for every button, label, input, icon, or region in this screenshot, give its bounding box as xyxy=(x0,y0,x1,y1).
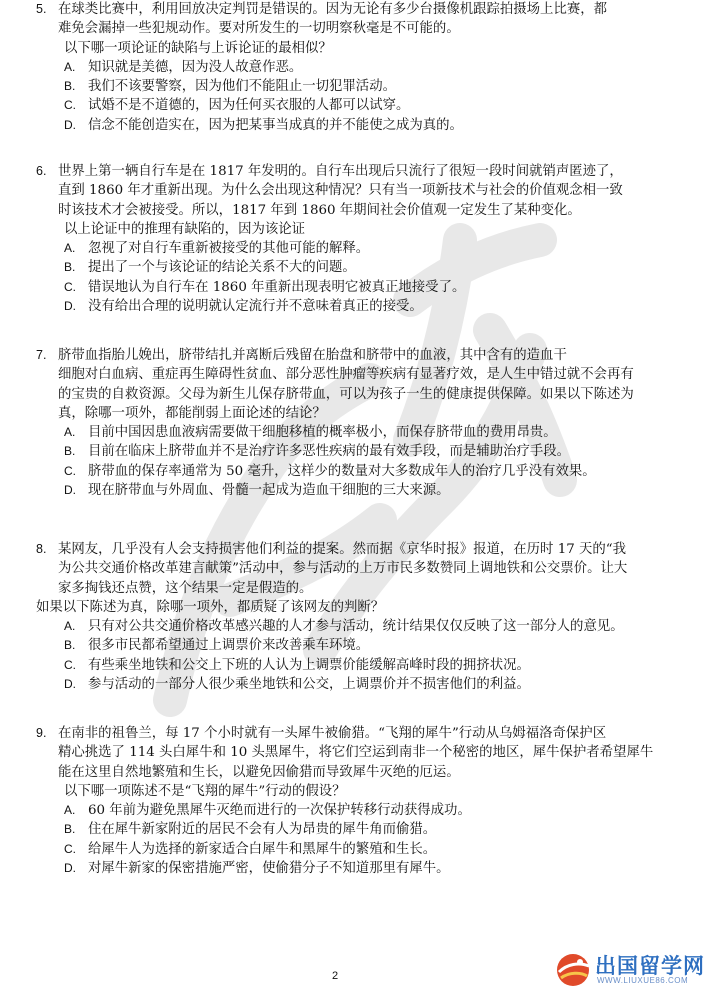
q5-line-2: 难免会漏掉一些犯规动作。要对所发生的一切明察秋毫是不可能的。 xyxy=(58,21,460,37)
logo-url: WWW.LIUXUE86.COM xyxy=(597,976,689,985)
q9-number: 9. xyxy=(36,726,47,740)
q7-line-4: 真，除哪一项外，都能削弱上面论述的结论？ xyxy=(58,405,326,421)
globe-icon xyxy=(553,950,593,990)
q7-line-3: 的宝贵的自救资源。父母为新生儿保存脐带血，可以为孩子一生的健康提供保障。如果以下陈述为 xyxy=(58,386,634,402)
q6-number: 6. xyxy=(36,164,47,178)
question-6 xyxy=(36,162,676,316)
q8-option-c[interactable]: C. 有些乘坐地铁和公交上下班的人认为上调票价能缓解高峰时段的拥挤状况。 xyxy=(64,657,530,673)
q8-line-3: 家多掏钱还点赞，这个结果一定是假造的。 xyxy=(58,580,313,596)
question-7 xyxy=(36,346,676,500)
q9-option-b[interactable]: B. 住在犀牛新家附近的居民不会有人为昂贵的犀牛角而偷猎。 xyxy=(64,822,437,838)
q8-number: 8. xyxy=(36,542,47,556)
q9-option-a[interactable]: A. 60 年前为避免黑犀牛灭绝而进行的一次保护转移行动获得成功。 xyxy=(64,803,471,819)
q6-option-b[interactable]: B. 提出了一个与该论证的结论关系不大的问题。 xyxy=(64,260,356,276)
q8-option-d[interactable]: D. 参与活动的一部分人很少乘坐地铁和公交，上调票价并不损害他们的利益。 xyxy=(64,677,530,693)
q8-prompt: 如果以下陈述为真，除哪一项外，都质疑了该网友的判断？ xyxy=(36,599,385,615)
q5-option-c[interactable]: C. 试婚不是不道德的，因为任何买衣服的人都可以试穿。 xyxy=(64,98,410,114)
q6-line-1: 6. 世界上第一辆自行车是在 1817 年发明的。自行车出现后只流行了很短一段时间就销声匿迹了， xyxy=(36,162,676,181)
q7-option-a[interactable]: A. 目前中国因患血液病需要做干细胞移植的概率极小，而保存脐带血的费用昂贵。 xyxy=(64,425,557,441)
q8-option-a[interactable]: A. 只有对公共交通价格改革感兴趣的人才参与活动，统计结果仅仅反映了这一部分人的意见。 xyxy=(64,619,624,635)
page-number: 2 xyxy=(332,970,339,982)
q9-prompt: 以下哪一项陈述不是“飞翔的犀牛”行动的假设？ xyxy=(64,783,346,799)
question-8 xyxy=(36,540,676,694)
q7-line-1: 7. 脐带血指胎儿娩出，脐带结扎并离断后残留在胎盘和脐带中的血液，其中含有的造血干 xyxy=(36,346,676,365)
q6-line-3: 时该技术才会被接受。所以，1817 年到 1860 年期间社会价值观一定发生了某种变化。 xyxy=(58,202,581,218)
q6-prompt: 以上论证中的推理有缺陷的，因为该论证 xyxy=(64,221,306,237)
q9-line-1: 9. 在南非的祖鲁兰，每 17 个小时就有一头犀牛被偷猎。“飞翔的犀牛”行动从乌姆福洛奇保护区 xyxy=(36,724,676,743)
q5-number: 5. xyxy=(36,2,47,16)
question-9 xyxy=(36,724,676,878)
q8-option-b[interactable]: B. 很多市民都希望通过上调票价来改善乘车环境。 xyxy=(64,638,370,654)
q6-option-d[interactable]: D. 没有给出合理的说明就认定流行并不意味着真正的接受。 xyxy=(64,299,423,315)
site-logo[interactable] xyxy=(553,950,705,990)
q7-option-d[interactable]: D. 现在脐带血与外周血、骨髓一起成为造血干细胞的三大来源。 xyxy=(64,483,450,499)
q5-prompt: 以下哪一项论证的缺陷与上诉论证的最相似？ xyxy=(64,40,332,56)
q7-option-b[interactable]: B. 目前在临床上脐带血并不是治疗许多恶性疾病的最有效手段，而是辅助治疗手段。 xyxy=(64,444,571,460)
q6-option-c[interactable]: C. 错误地认为自行车在 1860 年重新出现表明它被真正地接受了。 xyxy=(64,279,466,295)
q9-option-d[interactable]: D. 对犀牛新家的保密措施严密，使偷猎分子不知道那里有犀牛。 xyxy=(64,861,450,877)
q9-line-3: 能在这里自然地繁殖和生长，以避免因偷猎而导致犀牛灭绝的厄运。 xyxy=(58,764,460,780)
q5-option-b[interactable]: B. 我们不该要警察，因为他们不能阻止一切犯罪活动。 xyxy=(64,79,396,95)
q8-line-1: 8. 某网友，几乎没有人会支持损害他们利益的提案。然而据《京华时报》报道，在历时 17 天的“我 xyxy=(36,540,676,559)
q9-option-c[interactable]: C. 给犀牛人为选择的新家适合白犀牛和黑犀牛的繁殖和生长。 xyxy=(64,841,437,857)
q5-line-1: 5. 在球类比赛中，利用回放决定判罚是错误的。因为无论有多少台摄像机跟踪拍摄场上比赛，都 xyxy=(36,0,676,19)
logo-text: 出国留学网 xyxy=(595,954,705,978)
q7-option-c[interactable]: C. 脐带血的保存率通常为 50 毫升，这样少的数量对大多数成年人的治疗几乎没有效果。 xyxy=(64,463,596,479)
q5-option-a[interactable]: A. 知识就是美德，因为没人故意作恶。 xyxy=(64,59,303,75)
q7-number: 7. xyxy=(36,348,47,362)
q6-option-a[interactable]: A. 忽视了对自行车重新被接受的其他可能的解释。 xyxy=(64,241,370,257)
q7-line-2: 细胞对白血病、重症再生障碍性贫血、部分恶性肿瘤等疾病有显著疗效，是人生中错过就不会再有 xyxy=(58,367,634,383)
q5-option-d[interactable]: D. 信念不能创造实在，因为把某事当成真的并不能使之成为真的。 xyxy=(64,117,463,133)
q6-line-2: 直到 1860 年才重新出现。为什么会出现这种情况？只有当一项新技术与社会的价值观念相一致 xyxy=(58,183,623,199)
q9-line-2: 精心挑选了 114 头白犀牛和 10 头黑犀牛，将它们空运到南非一个秘密的地区，犀牛保护者希望犀牛 xyxy=(58,745,654,761)
question-5 xyxy=(36,0,676,135)
q8-line-2: 为公共交通价格改革建言献策”活动中，参与活动的上万市民多数赞同上调地铁和公交票价。让大 xyxy=(58,561,628,577)
